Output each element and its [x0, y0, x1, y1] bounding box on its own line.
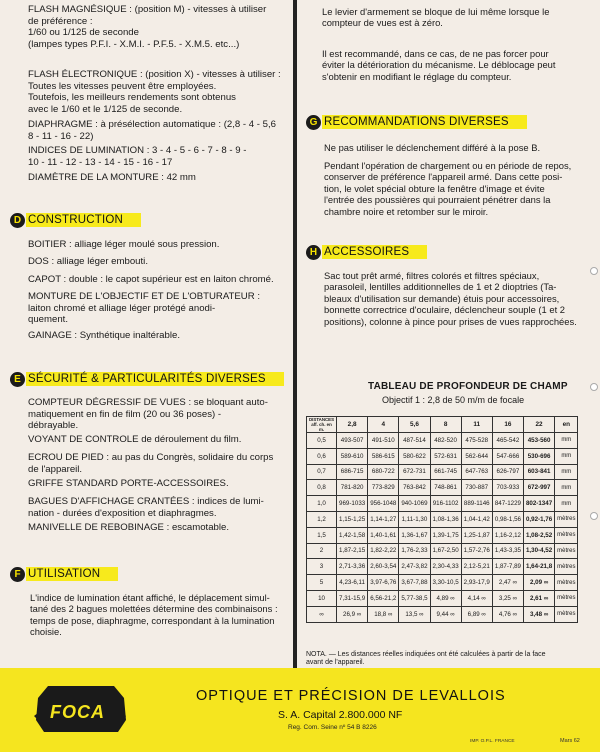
construction-capot: CAPOT : double : le capot supérieur est en laiton chromé. — [28, 274, 274, 285]
section-construction-heading — [10, 212, 141, 228]
spec-flash-magnesique: FLASH MAGNÉSIQUE : (position M) - vitesses à utiliser de préférence : 1/60 ou 1/125 de seconde (lampes types P.F.I. - X.M.I. - P.F.5. - X.M.5. etc...) — [28, 4, 267, 50]
table-cell: 916-1102 — [430, 496, 461, 512]
table-cell: 661-745 — [430, 464, 461, 480]
table-cell: 13,5 ∞ — [399, 606, 430, 622]
row-unit: mm — [555, 448, 578, 464]
table-cell: 6,89 ∞ — [461, 606, 492, 622]
spec-indices-lumination: INDICES DE LUMINATION : 3 - 4 - 5 - 6 - 7 - 8 - 9 - 10 - 11 - 12 - 13 - 14 - 15 - 16 - 17 — [28, 145, 247, 168]
table-cell: 1,25-1,87 — [461, 527, 492, 543]
spec-diaphragme: DIAPHRAGME : à présélection automatique : (2,8 - 4 - 5,6 8 - 11 - 16 - 22) — [28, 119, 276, 142]
row-distance: 3 — [307, 559, 337, 575]
column-divider — [293, 0, 297, 668]
footer-band — [0, 668, 600, 752]
section-title: SÉCURITÉ & PARTICULARITÉS DIVERSES — [26, 372, 284, 386]
table-cell: 586-615 — [368, 448, 399, 464]
section-accessoires-heading — [306, 244, 427, 260]
table-cell: 680-722 — [368, 464, 399, 480]
section-letter-badge: D — [10, 213, 25, 228]
table-row — [307, 606, 578, 622]
table-cell: 1,39-1,75 — [430, 527, 461, 543]
table-cell: 847-1229 — [492, 496, 523, 512]
table-cell: 562-644 — [461, 448, 492, 464]
header-unit: en — [555, 417, 578, 433]
table-cell: 18,8 ∞ — [368, 606, 399, 622]
levier-paragraph: Le levier d'armement se bloque de lui même lorsque le compteur de vues est à zéro. — [322, 6, 550, 29]
table-cell: 1,64-21,8 — [523, 559, 554, 575]
row-distance: 5 — [307, 575, 337, 591]
table-cell: 802-1347 — [523, 496, 554, 512]
table-cell: 5,77-38,5 — [399, 590, 430, 606]
table-cell: 487-514 — [399, 433, 430, 449]
construction-dos: DOS : alliage léger embouti. — [28, 256, 148, 267]
depth-table-title: TABLEAU DE PROFONDEUR DE CHAMP — [368, 381, 568, 392]
table-cell: 1,87-2,15 — [337, 543, 368, 559]
table-cell: 763-842 — [399, 480, 430, 496]
binder-hole — [590, 383, 598, 391]
securite-manivelle: MANIVELLE DE REBOBINAGE : escamotable. — [28, 522, 230, 533]
table-cell: 1,08-2,52 — [523, 527, 554, 543]
row-distance: 1,2 — [307, 511, 337, 527]
table-cell: 647-763 — [461, 464, 492, 480]
spec-diametre-monture: DIAMÈTRE DE LA MONTURE : 42 mm — [28, 172, 196, 183]
table-row — [307, 543, 578, 559]
header-aperture: 22 — [523, 417, 554, 433]
table-cell: 465-542 — [492, 433, 523, 449]
construction-gainage: GAINAGE : Synthétique inaltérable. — [28, 330, 180, 341]
table-cell: 9,44 ∞ — [430, 606, 461, 622]
row-unit: mm — [555, 496, 578, 512]
header-aperture: 16 — [492, 417, 523, 433]
table-cell: 1,76-2,33 — [399, 543, 430, 559]
securite-voyant: VOYANT DE CONTROLE de déroulement du film. — [28, 434, 242, 445]
table-row — [307, 511, 578, 527]
spec-flash-electronique: FLASH ÉLECTRONIQUE : (position X) - vitesses à utiliser : Toutes les vitesses peuvent être employées. Toutefois, les meilleurs rendements sont obtenus avec le 1/60 et le 1/125 de seconde. — [28, 69, 281, 115]
table-cell: 482-520 — [430, 433, 461, 449]
table-row — [307, 448, 578, 464]
table-cell: 703-933 — [492, 480, 523, 496]
table-cell: 672-731 — [399, 464, 430, 480]
binder-hole — [590, 512, 598, 520]
company-name: OPTIQUE ET PRÉCISION DE LEVALLOIS — [196, 688, 506, 704]
table-cell: 1,30-4,52 — [523, 543, 554, 559]
section-letter-badge: G — [306, 115, 321, 130]
table-header-row — [307, 417, 578, 433]
table-cell: 3,25 ∞ — [492, 590, 523, 606]
table-cell: 1,67-2,50 — [430, 543, 461, 559]
table-row — [307, 575, 578, 591]
table-cell: 1,87-7,89 — [492, 559, 523, 575]
depth-table-note: NOTA. — Les distances réelles indiquées ont été calculées à partir de la face avant de l'appareil. — [306, 651, 546, 667]
table-cell: 589-610 — [337, 448, 368, 464]
row-distance: 0,7 — [307, 464, 337, 480]
depth-table-subtitle: Objectif 1 : 2,8 de 50 m/m de focale — [382, 395, 525, 405]
table-cell: 672-997 — [523, 480, 554, 496]
table-cell: 1,08-1,36 — [430, 511, 461, 527]
table-row — [307, 496, 578, 512]
table-row — [307, 559, 578, 575]
table-cell: 1,11-1,30 — [399, 511, 430, 527]
table-cell: 773-829 — [368, 480, 399, 496]
binder-hole — [590, 267, 598, 275]
table-cell: 1,14-1,27 — [368, 511, 399, 527]
table-cell: 3,30-10,5 — [430, 575, 461, 591]
row-distance: 0,5 — [307, 433, 337, 449]
section-title: ACCESSOIRES — [322, 245, 427, 259]
table-cell: 493-507 — [337, 433, 368, 449]
recommande-paragraph: Il est recommandé, dans ce cas, de ne pas forcer pour éviter la détérioration du mécanisme. Le déblocage peut s'obtenir en modifiant le réglage du compteur. — [322, 48, 556, 82]
table-cell: 1,82-2,22 — [368, 543, 399, 559]
section-title: UTILISATION — [26, 567, 118, 581]
table-cell: 453-560 — [523, 433, 554, 449]
table-cell: 4,14 ∞ — [461, 590, 492, 606]
table-cell: 1,43-3,35 — [492, 543, 523, 559]
header-aperture: 8 — [430, 417, 461, 433]
depth-of-field-table — [306, 416, 578, 623]
section-utilisation-heading — [10, 566, 118, 582]
table-cell: 0,98-1,56 — [492, 511, 523, 527]
table-cell: 0,92-1,76 — [523, 511, 554, 527]
table-cell: 969-1033 — [337, 496, 368, 512]
section-title: CONSTRUCTION — [26, 213, 141, 227]
securite-compteur: COMPTEUR DÉGRESSIF DE VUES : se bloquant auto- matiquement en fin de film (20 ou 36 poses) - débrayable. — [28, 397, 268, 432]
row-distance: 10 — [307, 590, 337, 606]
row-distance: 0,6 — [307, 448, 337, 464]
table-cell: 940-1069 — [399, 496, 430, 512]
row-unit: mètres — [555, 606, 578, 622]
section-letter-badge: E — [10, 372, 25, 387]
table-row — [307, 527, 578, 543]
row-unit: mm — [555, 464, 578, 480]
row-unit: mm — [555, 433, 578, 449]
table-cell: 781-820 — [337, 480, 368, 496]
section-letter-badge: F — [10, 567, 25, 582]
header-distances: DISTANCES aff. ch. en m. — [307, 417, 337, 433]
row-unit: mètres — [555, 511, 578, 527]
table-cell: 26,9 ∞ — [337, 606, 368, 622]
table-cell: 730-887 — [461, 480, 492, 496]
table-cell: 4,76 ∞ — [492, 606, 523, 622]
table-cell: 530-696 — [523, 448, 554, 464]
print-date: Mars 62 — [560, 738, 580, 744]
header-aperture: 11 — [461, 417, 492, 433]
section-title: RECOMMANDATIONS DIVERSES — [322, 115, 527, 129]
table-cell: 2,12-5,21 — [461, 559, 492, 575]
table-row — [307, 590, 578, 606]
table-cell: 491-510 — [368, 433, 399, 449]
section-recommandations-heading — [306, 114, 527, 130]
row-unit: mètres — [555, 527, 578, 543]
table-cell: 889-1146 — [461, 496, 492, 512]
table-cell: 2,71-3,36 — [337, 559, 368, 575]
table-cell: 4,89 ∞ — [430, 590, 461, 606]
printer-mark: IMP. O.P.L. FRANCE — [470, 739, 515, 744]
construction-monture: MONTURE DE L'OBJECTIF ET DE L'OBTURATEUR : laiton chromé et alliage léger protégé anodi- quement. — [28, 291, 260, 326]
section-letter-badge: H — [306, 245, 321, 260]
table-cell: 3,67-7,88 — [399, 575, 430, 591]
row-unit: mètres — [555, 575, 578, 591]
row-distance: 0,8 — [307, 480, 337, 496]
left-column — [0, 0, 292, 668]
table-cell: 1,16-2,12 — [492, 527, 523, 543]
table-cell: 572-631 — [430, 448, 461, 464]
accessoires-paragraph: Sac tout prêt armé, filtres colorés et filtres spéciaux, parasoleil, lentilles additionnelles de 1 et 2 dioptries (Ta- bleaux d'utilisation sur demande) étuis pour accessoires, bonnette correctrice d'oculaire, déclencheur souple (1 et 2 positions), colonne à pince pour prises de vues rapprochées. — [324, 270, 577, 327]
table-row — [307, 433, 578, 449]
table-cell: 686-715 — [337, 464, 368, 480]
table-row — [307, 480, 578, 496]
table-cell: 1,04-1,42 — [461, 511, 492, 527]
company-capital: S. A. Capital 2.800.000 NF — [278, 709, 403, 721]
recommandations-paragraph-1: Ne pas utiliser le déclenchement différé à la pose B. — [324, 142, 541, 153]
table-cell: 4,23-6,11 — [337, 575, 368, 591]
table-cell: 2,60-3,54 — [368, 559, 399, 575]
table-cell: 3,97-6,76 — [368, 575, 399, 591]
table-cell: 7,31-15,9 — [337, 590, 368, 606]
securite-bagues: BAGUES D'AFFICHAGE CRANTÉES : indices de lumi- nation - durées d'exposition et diaphragmes. — [28, 496, 264, 519]
table-cell: 2,09 ∞ — [523, 575, 554, 591]
securite-ecrou: ECROU DE PIED : au pas du Congrès, solidaire du corps de l'appareil. — [28, 452, 274, 475]
securite-griffe: GRIFFE STANDARD PORTE-ACCESSOIRES. — [28, 478, 229, 489]
table-cell: 2,47 ∞ — [492, 575, 523, 591]
table-cell: 748-861 — [430, 480, 461, 496]
table-cell: 2,47-3,82 — [399, 559, 430, 575]
table-cell: 3,48 ∞ — [523, 606, 554, 622]
table-cell: 1,42-1,58 — [337, 527, 368, 543]
table-cell: 1,15-1,25 — [337, 511, 368, 527]
header-aperture: 4 — [368, 417, 399, 433]
row-distance: 1,5 — [307, 527, 337, 543]
header-aperture: 2,8 — [337, 417, 368, 433]
recommandations-paragraph-2: Pendant l'opération de chargement ou en période de repos, conserver de préférence l'appareil armé. Dans cette posi- tion, le volet spécial obture la fenêtre d'image et évite l'entrée des poussières qui pourraient pénétrer dans la chambre noire et retomber sur le miroir. — [324, 160, 572, 217]
row-unit: mètres — [555, 590, 578, 606]
table-cell: 6,56-21,2 — [368, 590, 399, 606]
table-cell: 547-666 — [492, 448, 523, 464]
row-distance: ∞ — [307, 606, 337, 622]
section-securite-heading — [10, 371, 284, 387]
table-cell: 2,30-4,33 — [430, 559, 461, 575]
row-unit: mètres — [555, 543, 578, 559]
table-cell: 580-622 — [399, 448, 430, 464]
row-distance: 1,0 — [307, 496, 337, 512]
row-unit: mètres — [555, 559, 578, 575]
table-cell: 626-797 — [492, 464, 523, 480]
table-cell: 1,57-2,76 — [461, 543, 492, 559]
row-unit: mm — [555, 480, 578, 496]
utilisation-paragraph: L'indice de lumination étant affiché, le déplacement simul- tané des 2 bagues molettées détermine des combinaisons : temps de pose, diaphragme, correspondant à la lumination choisie. — [30, 592, 278, 638]
table-cell: 2,61 ∞ — [523, 590, 554, 606]
row-distance: 2 — [307, 543, 337, 559]
table-cell: 1,36-1,67 — [399, 527, 430, 543]
table-cell: 603-841 — [523, 464, 554, 480]
table-cell: 956-1048 — [368, 496, 399, 512]
table-cell: 1,40-1,61 — [368, 527, 399, 543]
table-cell: 475-528 — [461, 433, 492, 449]
construction-boitier: BOITIER : alliage léger moulé sous pression. — [28, 239, 220, 250]
table-row — [307, 464, 578, 480]
header-aperture: 5,6 — [399, 417, 430, 433]
table-cell: 2,93-17,9 — [461, 575, 492, 591]
company-registry: Reg. Com. Seine nº 54 B 8226 — [288, 724, 377, 731]
logo-wordmark: FOCA — [50, 702, 105, 722]
